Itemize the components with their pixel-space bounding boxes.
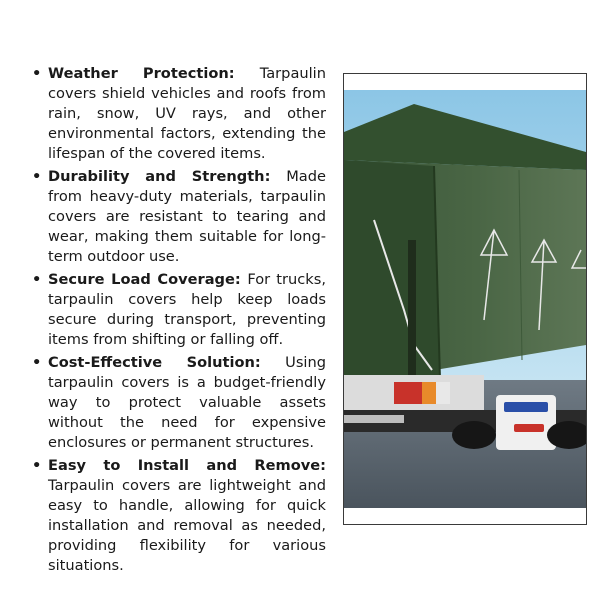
benefit-item-cost-effective bbox=[28, 353, 326, 453]
tail-light bbox=[436, 382, 450, 404]
covered-truck-photo bbox=[344, 90, 586, 508]
benefit-title: Easy to Install and Remove: bbox=[48, 457, 326, 474]
benefit-title: Durability and Strength: bbox=[48, 168, 287, 185]
benefits-list bbox=[28, 64, 326, 579]
benefit-text: Tarpaulin covers are lightweight and easy to handle, allowing for quick installation and removal as needed, providing flexibility for various situations. bbox=[48, 477, 326, 574]
truck-photo-frame bbox=[343, 73, 587, 525]
bullet-icon: • bbox=[32, 457, 42, 474]
benefit-title: Cost-Effective Solution: bbox=[48, 354, 286, 371]
bullet-icon: • bbox=[32, 168, 42, 185]
benefit-text: Made from heavy-duty materials, tarpaulin covers are resistant to tearing and wear, making them suitable for long-term outdoor use. bbox=[48, 168, 326, 265]
tail-light bbox=[422, 382, 436, 404]
benefit-item-secure-load bbox=[28, 270, 326, 350]
benefit-text: For trucks, tarpaulin covers help keep loads secure during transport, preventing items from shifting or falling off. bbox=[48, 271, 326, 348]
mudflap-badge bbox=[514, 424, 544, 432]
strap bbox=[408, 240, 416, 380]
benefit-item-durability bbox=[28, 167, 326, 267]
bumper bbox=[344, 415, 404, 423]
benefit-text: Using tarpaulin covers is a budget-friendly way to protect valuable assets without the need for expensive enclosures or permanent structures. bbox=[48, 354, 326, 451]
mudflap-badge bbox=[504, 402, 548, 412]
benefit-item-weather-protection bbox=[28, 64, 326, 164]
bullet-icon: • bbox=[32, 271, 42, 288]
benefit-title: Secure Load Coverage: bbox=[48, 271, 248, 288]
benefit-title: Weather Protection: bbox=[48, 65, 260, 82]
wheel bbox=[452, 421, 496, 449]
bullet-icon: • bbox=[32, 354, 42, 371]
benefit-text: Tarpaulin covers shield vehicles and roofs from rain, snow, UV rays, and other environmental factors, extending the lifespan of the covered items. bbox=[48, 65, 326, 162]
bullet-icon: • bbox=[32, 65, 42, 82]
tail-light bbox=[394, 382, 422, 404]
benefit-item-easy-install bbox=[28, 456, 326, 576]
